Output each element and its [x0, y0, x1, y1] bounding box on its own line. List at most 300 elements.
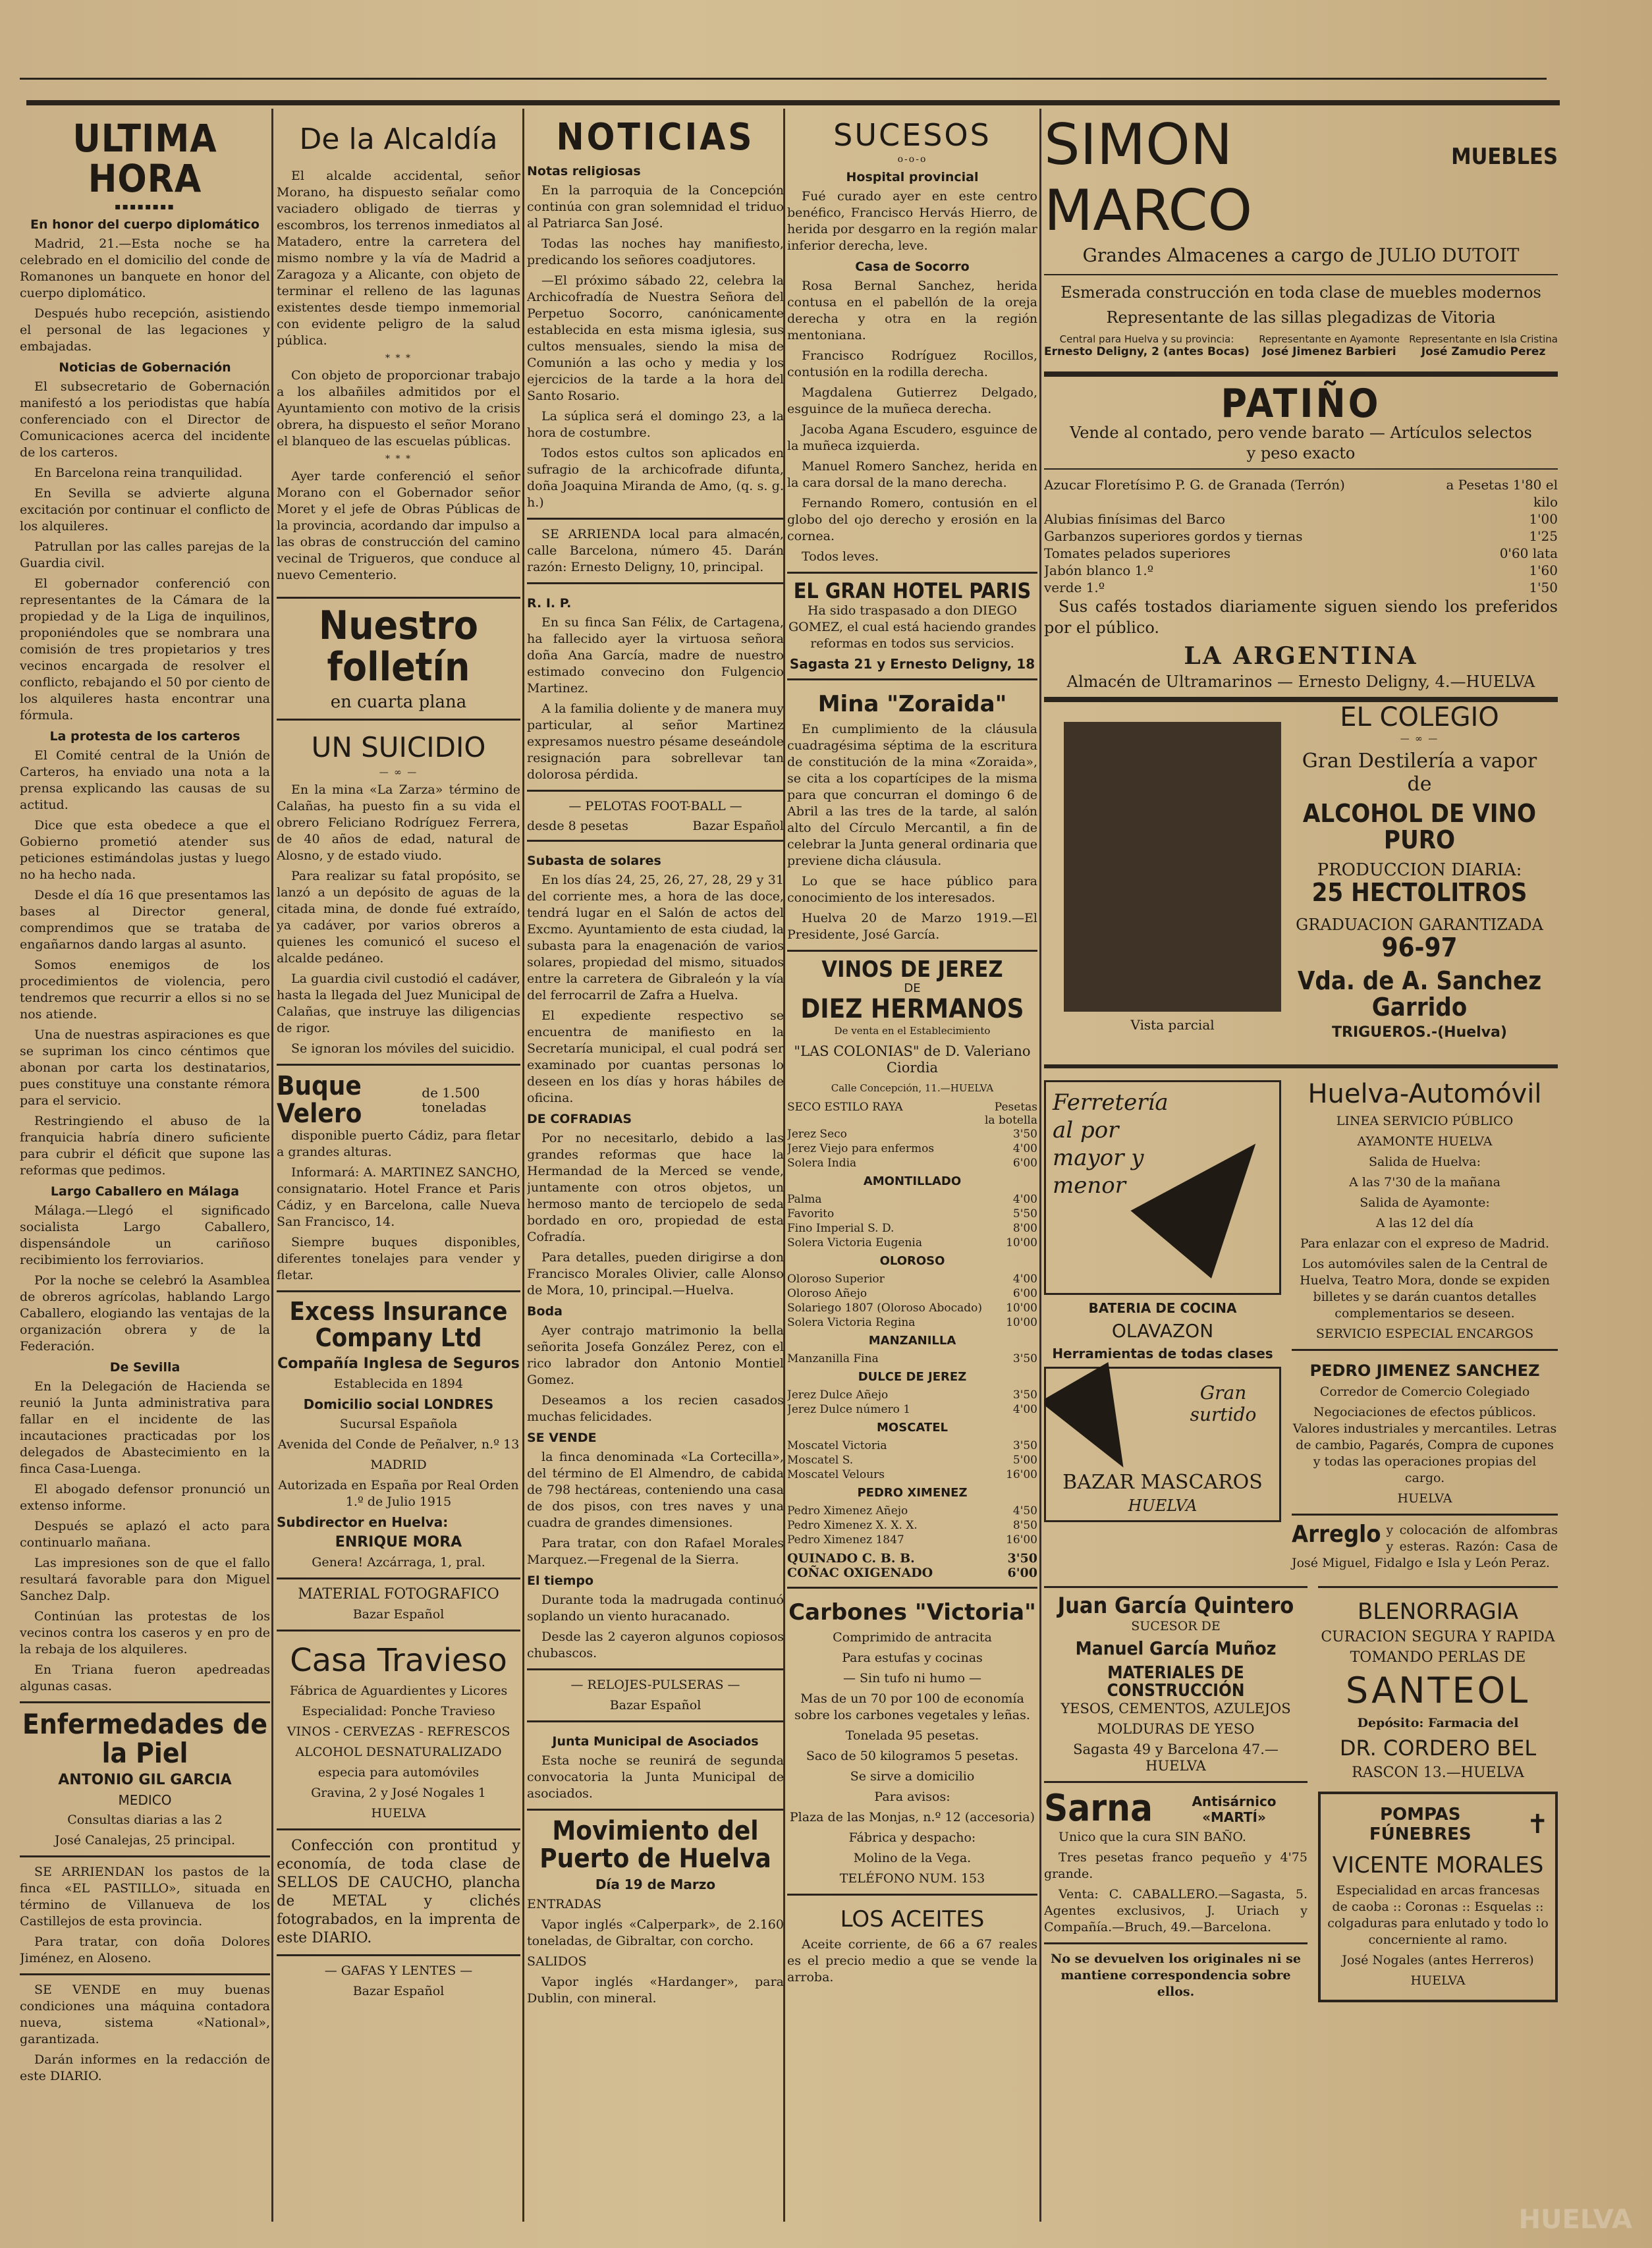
patino-price-list: [1044, 476, 1558, 596]
patino-item: Azucar Floretísimo P. G. de Granada (Terrón): [1044, 477, 1345, 493]
ornament: — ∞ —: [379, 767, 418, 778]
paragraph: Para detalles, pueden dirigirse a don Francisco Morales Olivier, calle Alonso de Mora, 10, principal.—Huelva.: [527, 1249, 784, 1298]
confeccion-text: Confección con prontitud y economía, de toda clase de SELLOS DE CAUCHO, plancha de METAL y clichés fotograbados, en la imprenta de este DIARIO.: [277, 1837, 520, 1946]
line: Especialidad: Ponche Travieso: [302, 1703, 495, 1718]
section-head: Notas religiosas: [527, 163, 641, 178]
vinos-row: [787, 1352, 1037, 1366]
section-body: [527, 872, 784, 1107]
vinos-row: [787, 1402, 1037, 1417]
blen-line: Depósito: Farmacia del: [1357, 1716, 1519, 1730]
vinos-row: [787, 1453, 1037, 1467]
paragraph: En la parroquia de la Concepción continúa con gran solemnidad el triduo al Patriarca San José.: [527, 182, 784, 231]
ad-dermatology: [20, 1701, 270, 1849]
line: Fábrica y despacho:: [848, 1830, 976, 1846]
sarna-sub: Antisárnico «MARTÍ»: [1192, 1793, 1277, 1825]
vinos-price: 4'00: [1012, 1403, 1037, 1417]
line: Para avisos:: [874, 1790, 950, 1805]
puerto-section: [527, 1809, 784, 2007]
watermark-logo: HUELVA: [1518, 2205, 1632, 2235]
vinos-price: 4'00: [1012, 1142, 1037, 1156]
vinos-item: Fino Imperial S. D.: [787, 1222, 895, 1236]
cross-icon: ✝: [1526, 1809, 1549, 1840]
patino-item: Alubias finísimas del Barco: [1044, 511, 1226, 527]
aceites-title: LOS ACEITES: [840, 1906, 985, 1933]
ferreteria-line: BATERIA DE COCINA: [1088, 1300, 1237, 1316]
vinos-price: 4'00: [1012, 1273, 1037, 1286]
vinos-row: [787, 1192, 1037, 1207]
foto-line: Bazar Español: [352, 1606, 445, 1622]
patino-item: Jabón blanco 1.º: [1044, 562, 1154, 578]
vinos-group: OLOROSO: [879, 1254, 945, 1269]
vinos-item: Pedro Ximenez Añejo: [787, 1504, 908, 1518]
line: Los automóviles salen de la Central de Huelva, Teatro Mora, donde se expiden billetes y se darán cuantos detalles complementarios se deseen.: [1300, 1257, 1550, 1321]
vinos-title: VINOS DE JEREZ: [821, 956, 1003, 983]
puerto-head: SALIDOS: [527, 1954, 587, 1969]
insurance-line: Subdirector en Huelva:: [277, 1514, 449, 1530]
vinos-brand: DIEZ HERMANOS: [800, 994, 1024, 1025]
relojes-line: — RELOJES-PULSERAS —: [570, 1677, 740, 1692]
vinos-price: 16'00: [1006, 1468, 1037, 1482]
vinos-item: Jerez Seco: [787, 1128, 847, 1141]
line: especia para automóviles: [317, 1765, 480, 1780]
puerto-date: Día 19 de Marzo: [595, 1876, 716, 1892]
paragraph: Restringiendo el abuso de la franquicia habría dinero suficiente para cubrir el déficit que supone las reformas que pedimos.: [20, 1113, 270, 1178]
line: Negociaciones de efectos públicos. Valores industriales y mercantiles. Letras de cambio, Pagarés, Compra de cupones y todas las operaciones propias del cargo.: [1292, 1405, 1557, 1485]
ferreteria-line: Herramientas de todas clases: [1052, 1346, 1273, 1361]
vinos-row: [787, 1236, 1037, 1250]
travieso-lines: [277, 1683, 520, 1822]
jgq-line: SUCESOR DE: [1131, 1618, 1221, 1633]
jgq-line: MATERIALES DE CONSTRUCCIÓN: [1107, 1663, 1245, 1701]
jgq-title: Juan García Quintero: [1057, 1593, 1294, 1619]
paragraph: Informará: A. MARTINEZ SANCHO, consignatario. Hotel France et Paris Cádiz, y en Barcelona, calle Nueva San Francisco, 14.: [277, 1165, 520, 1229]
patino-ad: [1044, 371, 1558, 690]
vinos-item: Solariego 1807 (Oloroso Abocado): [787, 1302, 983, 1315]
vinos-de: DE: [904, 981, 921, 996]
suicidio-title: UN SUICIDIO: [311, 731, 486, 763]
patino-item: Garbanzos superiores gordos y tiernas: [1044, 528, 1303, 544]
section-body: [20, 236, 270, 355]
vinos-row: [787, 1439, 1037, 1453]
vinos-price: 6'00: [1007, 1566, 1037, 1581]
jgq-ad: [1044, 1586, 1308, 1774]
vinos-row: [787, 1504, 1037, 1518]
right-small-ads: [1292, 1075, 1558, 1576]
mina-section: [787, 678, 1037, 943]
rule: [1044, 468, 1558, 470]
folletin-sub: en cuarta plana: [330, 692, 467, 712]
paragraph: Patrullan por las calles parejas de la Guardia civil.: [20, 539, 270, 570]
column-divider: [522, 109, 524, 2222]
paragraph: El Comité central de la Unión de Carteros, ha enviado una nota a la prensa explicando las causas de su actitud.: [20, 748, 270, 812]
patino-row: [1044, 476, 1558, 510]
ornament: o-o-o: [897, 154, 927, 165]
vinos-row: [787, 1388, 1037, 1402]
pelotas-ad: [527, 790, 784, 833]
vinos-row: [787, 1315, 1037, 1330]
section-body: [527, 182, 784, 511]
subasta-section: [527, 840, 784, 1107]
vinos-group: MOSCATEL: [877, 1421, 948, 1435]
vinos-row: [787, 1533, 1037, 1547]
section-body: [787, 278, 1037, 565]
sarna-title: Sarna: [1044, 1787, 1153, 1830]
arrienda-text: SE ARRIENDA local para almacén, calle Barcelona, número 45. Darán razón: Ernesto Deligny, 10, principal.: [527, 526, 784, 574]
paragraph: Dice que esta obedece a que el Gobierno prometió atender sus peticiones estimándolas justas y luego no ha hecho nada.: [20, 817, 270, 882]
colegio-photo-caption: Vista parcial: [1130, 1017, 1215, 1033]
simon-rep: [1409, 333, 1558, 358]
junta-section: [527, 1720, 784, 1802]
paragraph: Todas las noches hay manifiesto, predicando los señores coadjutores.: [527, 236, 784, 267]
jgq-line: Sagasta 49 y Barcelona 47.—HUELVA: [1073, 1741, 1279, 1774]
vinos-row: [787, 1141, 1037, 1156]
line: Se sirve a domicilio: [850, 1769, 975, 1784]
pompas-title: POMPAS FÚNEBRES: [1369, 1805, 1472, 1844]
buque-tons: de 1.500 toneladas: [422, 1085, 487, 1115]
paragraph: Todos leves.: [802, 549, 879, 564]
colegio-line: GRADUACION GARANTIZADA: [1296, 915, 1543, 934]
ferreteria-text: Ferretería al por mayor y menor: [1053, 1089, 1169, 1199]
vinos-item: Solera India: [787, 1157, 857, 1170]
vinos-group: AMONTILLADO: [863, 1174, 962, 1189]
insurance-sub: Compañía Inglesa de Seguros: [277, 1355, 520, 1372]
ad-line: Consultas diarias a las 2: [67, 1812, 223, 1827]
vinos-item: Pedro Ximenez 1847: [787, 1533, 904, 1547]
patino-row: [1044, 562, 1558, 579]
blen-title: BLENORRAGIA: [1357, 1599, 1519, 1625]
carbones-lines: [787, 1630, 1037, 1887]
simon-rep-name: José Jimenez Barbieri: [1262, 345, 1396, 358]
insurance-line: Domicilio social LONDRES: [303, 1396, 494, 1412]
puerto-head: ENTRADAS: [527, 1896, 602, 1911]
colegio-line: PRODUCCION DIARIA:: [1317, 860, 1522, 880]
section-head: SE VENDE: [527, 1430, 597, 1445]
paragraph: El gobernador conferenció con representantes de la Cámara de la propiedad y de la Liga de inquilinos, proponiéndoles que se nombrara una comisión de tres propietarios y tres vecinos encargada de resolver el conflicto, rebajando el 50 por ciento de los alquileres hasta encontrar una fórmula.: [20, 576, 270, 723]
jgq-line: MOLDURAS DE YESO: [1097, 1720, 1255, 1737]
insurance-line: Autorizada en España por Real Orden 1.º de Julio 1915: [278, 1477, 519, 1509]
paragraph: Tres pesetas franco pequeño y 4'75 grande.: [1044, 1850, 1308, 1881]
foto-line: MATERIAL FOTOGRAFICO: [298, 1585, 499, 1603]
vinos-price: 10'00: [1006, 1316, 1037, 1330]
paragraph: Desde el día 16 que presentamos las bases al Director general, comprendimos que se trataba de engañarnos dando largas al asunto.: [20, 887, 270, 952]
line: HUELVA: [1410, 1973, 1466, 1988]
line: Comprimido de antracita: [833, 1630, 992, 1645]
paragraph: Fernando Romero, contusión en el globo del ojo derecho y erosión en la cornea.: [787, 496, 1037, 543]
vinos-item: Jerez Dulce número 1: [787, 1403, 911, 1417]
vinos-price: 5'50: [1012, 1207, 1037, 1221]
bazar-city: HUELVA: [1128, 1496, 1198, 1515]
section-head: La protesta de los carteros: [49, 728, 240, 744]
hotel-title: EL GRAN HOTEL PARIS: [793, 578, 1032, 603]
sarna-ad: [1044, 1781, 1308, 1936]
simon-sub: Grandes Almacenes a cargo de JULIO DUTOIT: [1082, 244, 1520, 266]
vinos-line: Calle Concepción, 11.—HUELVA: [831, 1082, 994, 1095]
line: LINEA SERVICIO PÚBLICO: [1336, 1114, 1514, 1128]
patino-price: a Pesetas 1'80 el kilo: [1446, 477, 1558, 510]
gafas-line: — GAFAS Y LENTES —: [324, 1963, 473, 1978]
vinos-item: Moscatel Velours: [787, 1468, 885, 1482]
paragraph: Málaga.—Llegó el significado socialista Largo Caballero, dispensándole un cariñoso recibimiento los ferroviarios.: [20, 1203, 270, 1267]
vinos-item: COÑAC OXIGENADO: [787, 1566, 933, 1581]
paragraph: Después hubo recepción, asistiendo el personal de las legaciones y embajadas.: [20, 306, 270, 354]
puerto-text: Vapor inglés «Hardanger», para Dublin, con mineral.: [527, 1974, 784, 2006]
vinos-item: Oloroso Añejo: [787, 1287, 867, 1301]
paragraph: Huelva 20 de Marzo 1919.—El Presidente, José García.: [787, 910, 1037, 942]
vinos-price: 4'00: [1012, 1193, 1037, 1207]
bazar-title: BAZAR MASCAROS: [1062, 1471, 1263, 1494]
folletin-title: Nuestro folletín: [319, 603, 478, 690]
vinos-group: PEDRO XIMENEZ: [857, 1486, 968, 1500]
line: Molino de la Vega.: [853, 1851, 972, 1866]
simon-rep-label: Central para Huelva y su provincia:: [1059, 333, 1234, 345]
blen-line: RASCON 13.—HUELVA: [1352, 1765, 1524, 1781]
line: Corredor de Comercio Colegiado: [1319, 1384, 1530, 1399]
vinos-item: Jerez Viejo para enfermos: [787, 1142, 935, 1156]
line: Salida de Ayamonte:: [1360, 1195, 1490, 1210]
paragraph: Continúan las protestas de los vecinos contra los caseros y en pro de la rebaja de los alquileres.: [20, 1608, 270, 1657]
suicidio-body: [277, 782, 520, 1057]
patino-price: 1'00: [1529, 511, 1558, 527]
bottom-right-ads: [1318, 1579, 1558, 2008]
line: SERVICIO ESPECIAL ENCARGOS: [1315, 1327, 1534, 1341]
pelotas-line: — PELOTAS FOOT-BALL —: [568, 798, 742, 813]
paragraph: Se ignoran los móviles del suicidio.: [291, 1041, 515, 1056]
paragraph: Madrid, 21.—Esta noche se ha celebrado en el domicilio del conde de Romanones un banquete en honor del cuerpo diplomático.: [20, 236, 270, 300]
blen-line: DR. CORDERO BEL: [1339, 1736, 1537, 1761]
colegio-ad: [1044, 697, 1558, 1058]
paragraph: El abogado defensor pronunció un extenso informe.: [20, 1481, 270, 1513]
paragraph: Desde las 2 cayeron algunos copiosos chubascos.: [527, 1629, 784, 1660]
paragraph: Lo que se hace público para conocimiento de los interesados.: [787, 873, 1037, 905]
arreglo-ad: [1292, 1514, 1558, 1572]
puerto-title: Movimiento del Puerto de Huelva: [539, 1815, 771, 1874]
patino-addr: Almacén de Ultramarinos — Ernesto Deligny, 4.—HUELVA: [1066, 672, 1535, 691]
line: ALCOHOL DESNATURALIZADO: [295, 1744, 502, 1759]
vinos-price: 8'50: [1012, 1519, 1037, 1533]
paragraph: La guardia civil custodió el cadáver, hasta la llegada del Juez Municipal de Calañas, que instruye las diligencias de rigor.: [277, 972, 520, 1035]
column-divider: [271, 109, 273, 2222]
vinos-item: Oloroso Superior: [787, 1273, 885, 1286]
section-head: El tiempo: [527, 1573, 594, 1588]
vinos-price: 6'00: [1012, 1157, 1037, 1170]
ferreteria-line: OLAVAZON: [1111, 1320, 1214, 1342]
puerto-text: Vapor inglés «Calperpark», de 2.160 toneladas, de Gibraltar, con corcho.: [527, 1917, 784, 1948]
paragraph: Fué curado ayer en este centro benéfico, Francisco Hervás Hierro, de herida por desgarro en la región malar inferior derecha, leve.: [787, 189, 1037, 253]
line: Gravina, 2 y José Nogales 1: [311, 1785, 486, 1800]
vinos-price: 16'00: [1006, 1533, 1037, 1547]
header-rule: [26, 100, 1560, 105]
rule: [1044, 274, 1558, 275]
line: Mas de un 70 por 100 de economía sobre los carbones vegetales y leñas.: [794, 1691, 1030, 1723]
paragraph: En Barcelona reina tranquilidad.: [34, 465, 243, 480]
devuelven-note: [1044, 1942, 1308, 2000]
column-2: [277, 112, 520, 2222]
vinos-row: [787, 1156, 1037, 1170]
paragraph: El alcalde accidental, señor Morano, ha dispuesto señalar como vaciadero obligado de tierras y escombros, los terrenos inmediatos al Matadero, entre la carretera del mismo nombre y la vía de Madrid a Zaragoza y a Alicante, con objeto de terminar el relleno de las lagunas existentes desde tiempo inmemorial con evidente peligro de la salud pública.: [277, 169, 520, 348]
section-body: [20, 379, 270, 724]
paragraph: Siempre buques disponibles, diferentes tonelajes para vender y fletar.: [277, 1235, 520, 1282]
section-body: [20, 1203, 270, 1355]
section-body: [527, 615, 784, 783]
paragraph: En la mina «La Zarza» término de Calañas, ha puesto fin a su vida el obrero Feliciano Rodríguez Ferrera, de 40 años de edad, natural de Alosno, y de estado viudo.: [277, 782, 520, 863]
vinos-row: [787, 1127, 1037, 1141]
bottom-left-ads: [1044, 1579, 1308, 2008]
patino-title: PATIÑO: [1221, 381, 1381, 427]
paragraph: En Sevilla se advierte alguna excitación por continuar el conflicto de los alquileres.: [20, 485, 270, 534]
foto-ad: [277, 1577, 520, 1623]
insurance-line: ENRIQUE MORA: [335, 1533, 462, 1550]
ornament: — ∞ —: [1400, 734, 1439, 744]
note-text: No se devuelven los originales ni se mantiene correspondencia sobre ellos.: [1051, 1951, 1301, 1999]
arreglo-text: y colocación de alfombras y esteras. Razón: Casa de José Miguel, Fidalgo e Isla y León Peraz.: [1292, 1523, 1558, 1570]
paragraph: Somos enemigos de los procedimientos de violencia, pero tendremos que recurrir a ellos si no se nos atiende.: [20, 957, 270, 1022]
simon-rep-label: Representante en Isla Cristina: [1409, 333, 1558, 345]
aceites-section: [787, 1894, 1037, 1986]
patino-price: 1'25: [1529, 528, 1558, 544]
ornament: * * *: [385, 353, 412, 364]
gafas-line: Bazar Español: [352, 1983, 445, 1998]
section-body: [20, 1379, 270, 1695]
line: José Nogales (antes Herreros): [1342, 1953, 1534, 1967]
section-head: Boda: [527, 1303, 563, 1319]
section-body: [527, 1323, 784, 1425]
patino-argentina: LA ARGENTINA: [1184, 642, 1418, 670]
vinos-row: [787, 1467, 1037, 1482]
jgq-line: Manuel García Muñoz: [1075, 1637, 1277, 1659]
blenorragia-ad: [1318, 1586, 1558, 1781]
paragraph: En los días 24, 25, 26, 27, 28, 29 y 31 del corriente mes, a hora de las doce, tendrá lugar en el Salón de actos del Excmo. Ayuntamiento de esta ciudad, la subasta para la enagenación de varios solares, propiedad del mismo, situados entre la carretera de Gibraleón y la vía del ferrocarril de Zafra a Huelva.: [527, 872, 784, 1002]
simon-line: Esmerada construcción en toda clase de muebles modernos: [1060, 283, 1541, 302]
patino-sub: y peso exacto: [1246, 444, 1356, 462]
line: TELÉFONO NUM. 153: [839, 1871, 985, 1886]
paragraph: Francisco Rodríguez Rocillos, contusión en la rodilla derecha.: [787, 348, 1037, 379]
relojes-ad: [527, 1668, 784, 1714]
hotel-text: Ha sido traspasado a don DIEGO GOMEZ, el cual está haciendo grandes reformas en todos sus servicios.: [788, 603, 1037, 651]
vinos-row: [787, 1518, 1037, 1533]
patino-row: [1044, 579, 1558, 596]
patino-item: verde 1.º: [1044, 580, 1105, 595]
simon-rep: [1044, 333, 1250, 358]
section-head: En honor del cuerpo diplomático: [30, 217, 260, 232]
blen-brand: SANTEOL: [1345, 1670, 1531, 1711]
vinos-row: [787, 1207, 1037, 1221]
aceites-text: Aceite corriente, de 66 a 67 reales es el precio medio a que se vende la arroba.: [787, 1937, 1037, 1985]
paragraph: La súplica será el domingo 23, a la hora de costumbre.: [527, 408, 784, 440]
ad-pastos: [20, 1855, 270, 1967]
vinos-row: [787, 1272, 1037, 1286]
colegio-line: ALCOHOL DE VINO PURO: [1302, 799, 1537, 854]
arrienda-ad: [527, 518, 784, 576]
vinos-price: 6'00: [1012, 1287, 1037, 1301]
alcaldia-body: [277, 168, 520, 349]
bazar-text: Gran surtido: [1190, 1382, 1257, 1425]
ad-line: José Canalejas, 25 principal.: [55, 1832, 235, 1848]
carbones-ad: [787, 1587, 1037, 1887]
ferreteria-ad: [1044, 1075, 1281, 1576]
vinos-line: "LAS COLONIAS" de D. Valeriano Ciordia: [794, 1043, 1031, 1076]
carbones-title: Carbones "Victoria": [788, 1599, 1036, 1626]
ferreteria-box: [1044, 1080, 1281, 1295]
blen-line: TOMANDO PERLAS DE: [1350, 1649, 1526, 1666]
ad-text: Para tratar, con doña Dolores Jiménez, en Aloseno.: [20, 1934, 270, 1965]
vinos-price: 3'50: [1012, 1352, 1037, 1366]
vinos-price: 5'00: [1012, 1454, 1037, 1467]
ultima-hora-title: ULTIMA HORA: [72, 116, 217, 201]
vinos-header: Pesetas la botella: [985, 1101, 1037, 1128]
colegio-title: EL COLEGIO: [1340, 702, 1499, 732]
paragraph: Venta: C. CABALLERO.—Sagasta, 5. Agentes exclusivos, J. Uriach y Compañía.—Bruch, 49.—Barcelona.: [1044, 1886, 1308, 1934]
section-head: Junta Municipal de Asociados: [552, 1734, 759, 1749]
column-ads: [1044, 112, 1558, 2222]
vinos-price: 8'00: [1012, 1222, 1037, 1236]
blen-line: CURACION SEGURA Y RAPIDA: [1321, 1629, 1555, 1645]
auto-title: Huelva-Automóvil: [1308, 1079, 1542, 1109]
paragraph: —El próximo sábado 22, celebra la Archicofradía de Nuestra Señora del Perpetuo Socorro, canónicamente establecida en esta misma iglesia, sus cultos mensuales, siendo la misa de Comunión a las ocho y media y los ejercicios de la tarde a la hora del Santo Rosario.: [527, 273, 784, 403]
suicidio-article: [277, 719, 520, 1057]
vinos-item: Palma: [787, 1193, 822, 1207]
section-head: De Sevilla: [109, 1359, 180, 1375]
paragraph: Unico que la cura SIN BAÑO.: [1059, 1829, 1246, 1844]
hotel-addr: Sagasta 21 y Ernesto Deligny, 18: [789, 655, 1035, 672]
pompas-name: VICENTE MORALES: [1332, 1852, 1544, 1878]
bottom-ads: [1044, 1579, 1558, 2008]
sarna-lines: [1044, 1829, 1308, 1936]
pompas-lines: [1327, 1882, 1549, 1989]
vinos-price: 3'50: [1012, 1439, 1037, 1453]
insurance-line: Establecida en 1894: [333, 1376, 464, 1391]
ad-name: ANTONIO GIL GARCIA: [58, 1771, 232, 1788]
ad-text: Darán informes en la redacción de este DIARIO.: [20, 2052, 270, 2083]
line: Para enlazar con el expreso de Madrid.: [1300, 1236, 1550, 1251]
paragraph: En Triana fueron apedreadas algunas casas.: [20, 1662, 270, 1693]
line: Plaza de las Monjas, n.º 12 (accesoria): [789, 1810, 1035, 1825]
vinos-price: 4'50: [1012, 1504, 1037, 1518]
arreglo-title: Arreglo: [1292, 1521, 1381, 1548]
colegio-line: TRIGUEROS.-(Huelva): [1332, 1024, 1507, 1041]
patino-cafe: Sus cafés tostados diariamente siguen siendo los preferidos por el público.: [1044, 597, 1558, 637]
paragraph: Manuel Romero Sanchez, herida en la cara dorsal de la mano derecha.: [787, 459, 1037, 490]
paragraph: Jacoba Agana Escudero, esguince de la muñeca izquierda.: [787, 422, 1037, 453]
paragraph: En la Delegación de Hacienda se reunió la Junta administrativa para fallar en el incidente de las incautaciones practicadas por los delegados de Abastecimiento en la finca Casa-Luenga.: [20, 1379, 270, 1476]
bazar-box: [1044, 1367, 1281, 1522]
simon-title: SIMON MARCO: [1044, 112, 1253, 244]
vinos-ad: [787, 950, 1037, 1581]
jgq-line: YESOS, CEMENTOS, AZULEJOS: [1060, 1700, 1291, 1716]
paragraph: Para realizar su fatal propósito, se lanzó a un depósito de aguas de la citada mina, de donde fué extraído, ya cadáver, por varios obreros a quienes les comunicó el suceso el alcalde pedáneo.: [277, 869, 520, 966]
ad-role: MEDICO: [118, 1792, 172, 1808]
paragraph: Ayer contrajo matrimonio la bella señorita Josefa González Perez, con el rico labrador don Antonio Montiel Gomez.: [527, 1323, 784, 1387]
paragraph: Deseamos a los recien casados muchas felicidades.: [527, 1392, 784, 1424]
colegio-line: 25 HECTOLITROS: [1311, 877, 1528, 907]
paragraph: Para tratar, con don Rafael Morales Marquez.—Fregenal de la Sierra.: [527, 1535, 784, 1567]
vinos-group: MANZANILLA: [868, 1334, 956, 1348]
rip-section: [527, 582, 784, 783]
noticias-title: NOTICIAS: [556, 116, 755, 159]
vinos-row: [787, 1286, 1037, 1301]
line: Para estufas y cocinas: [842, 1651, 983, 1666]
paragraph: Todos estos cultos son aplicados en sufragio de la archicofrade difunta, doña Joaquina Miranda de Amo, (q. s. g. h.): [527, 445, 784, 510]
patino-price: 0'60 lata: [1499, 545, 1558, 561]
simon-muebles: MUEBLES: [1451, 144, 1558, 170]
paragraph: Después se aplazó el acto para continuarlo mañana.: [20, 1518, 270, 1550]
column-3: [527, 112, 784, 2222]
vinos-price: 3'50: [1012, 1128, 1037, 1141]
vinos-price-list: [787, 1127, 1037, 1547]
section-head: Largo Caballero en Málaga: [50, 1184, 240, 1199]
pj-ad: [1292, 1349, 1558, 1507]
section-body: [20, 748, 270, 1179]
alcaldia-title: De la Alcaldía: [299, 123, 498, 156]
